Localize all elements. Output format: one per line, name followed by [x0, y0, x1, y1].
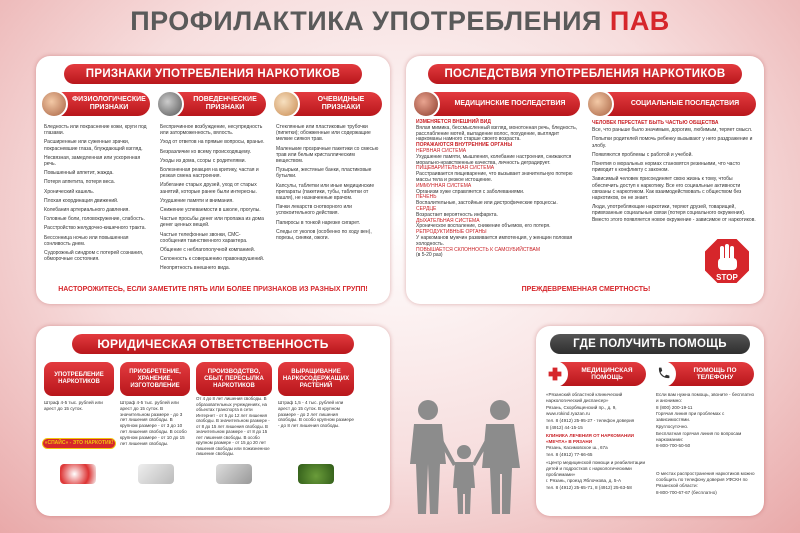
- organ-label: ПИЩЕВАРИТЕЛЬНАЯ СИСТЕМА: [416, 165, 495, 172]
- obvious-list: [276, 124, 382, 244]
- pills-photo-icon: [60, 464, 96, 484]
- list-item: Попытки родителей помочь ребенку вызывают у него раздражение и злобу.: [592, 136, 753, 149]
- medical-cross-icon: [542, 361, 568, 387]
- list-item: 8-800-700-50-50: [656, 443, 691, 449]
- list-item: Все, что раньше было значимым, дорогим, любимым, теряет смысл.: [592, 127, 753, 134]
- sad-person-photo-icon: [586, 90, 614, 118]
- list-item: Плохая координация движений.: [44, 197, 119, 204]
- list-item: 8 (800) 200-19-11: [656, 404, 693, 410]
- list-item: Хронический кашель.: [44, 188, 95, 195]
- phone-help-header: [654, 362, 754, 386]
- signs-panel: [36, 56, 390, 304]
- list-item: 8 (4912) 44-15-15: [546, 424, 583, 430]
- medical-help-text: [546, 392, 650, 494]
- list-item: Понятия о моральных нормах становятся резиньими, что часто приводит к конфликту с законом.: [592, 161, 740, 174]
- list-item: Появляются проблемы с работой и учебой.: [592, 151, 693, 158]
- legal-text-possession: Штраф 4-5 тыс. рублей или арест до 15 суток. В значительном размере - до 3 лет лишения свободы. В крупном размере - от 3 до 10 лет лишения свободы. В особо крупном размере - от 10 до 15 лет лишения свободы.: [120, 400, 187, 446]
- medical-consequences-text: [416, 120, 586, 259]
- social-consequences-header: [590, 92, 756, 116]
- legal-title: ЮРИДИЧЕСКАЯ ОТВЕТСТВЕННОСТЬ: [72, 334, 354, 354]
- list-item: тел. 8 (4912) 77-66-65: [546, 452, 593, 458]
- list-item: Ухудшение памяти и внимания.: [160, 197, 234, 204]
- list-item: тел. 8 (4912) 25-95-27 - телефон доверия: [546, 418, 635, 424]
- stop-hand-icon: [702, 236, 752, 286]
- list-item: Колебания артериального давления.: [44, 207, 130, 214]
- phone-icon: [650, 361, 676, 387]
- list-item: Снижение успеваемости в школе, прогулы.: [160, 207, 261, 214]
- list-item: Безразличие ко всему происходящему.: [160, 148, 251, 155]
- consequences-panel: [406, 56, 764, 304]
- organ-label: ДЫХАТЕЛЬНАЯ СИСТЕМА: [416, 217, 480, 224]
- list-item: Бесплатная горячая линия по вопросам наркомании:: [656, 430, 742, 442]
- behavioral-list: [160, 124, 266, 275]
- legal-head-use: [44, 362, 114, 396]
- family-silhouette-icon: [400, 398, 530, 518]
- legal-label: УПОТРЕБЛЕНИЕ НАРКОТИКОВ: [54, 372, 104, 385]
- list-item: Неопрятность внешнего вида.: [160, 265, 231, 272]
- list-item: Папиросы в тонкой нарезке сигарет.: [276, 219, 360, 226]
- help-title: ГДЕ ПОЛУЧИТЬ ПОМОЩЬ: [550, 334, 750, 354]
- list-item: Бессонница ночью или повышенная сонливость днем.: [44, 234, 129, 247]
- obvious-label: ОЧЕВИДНЫЕ ПРИЗНАКИ: [317, 96, 365, 111]
- consequences-footer: ПРЕЖДЕВРЕМЕННАЯ СМЕРТНОСТЬ!: [521, 286, 651, 293]
- list-item: Несвязная, замедленная или ускоренная речь.: [44, 154, 141, 168]
- plants-photo-icon: [298, 464, 334, 484]
- list-item: Зависимый человек присоединяет свою жизнь к тому, чтобы обеспечить доступ к наркотику. Все его социальные активности связаны с наркотиком. Как взаимодействовать с обществом без наркотиков, он не знает.: [592, 176, 742, 202]
- list-item: О местах распространения наркотиков можно сообщить по телефону доверия УФСКН по Рязанской области:: [656, 471, 755, 488]
- legal-head-growing: [278, 362, 354, 396]
- behavioral-label: ПОВЕДЕНЧЕСКИЕ ПРИЗНАКИ: [193, 96, 257, 111]
- medical-consequences-header: [416, 92, 580, 116]
- organ-label: СЕРДЦЕ: [416, 205, 437, 212]
- social-consequences-label: СОЦИАЛЬНЫЕ ПОСЛЕДСТВИЯ: [630, 100, 740, 107]
- legal-head-production: [196, 362, 272, 396]
- organ-label: ПОВЫШАЕТСЯ СКЛОННОСТЬ К САМОУБИЙСТВАМ: [416, 246, 541, 253]
- title-main: ПРОФИЛАКТИКА УПОТРЕБЛЕНИЯ: [130, 6, 602, 36]
- list-item: «Центр медицинской помощи и реабилитации детей и подростков с наркологическими проблемами»: [546, 459, 646, 477]
- list-item: Следы от уколов (особенно по ходу вен), порезы, синяки, ожоги.: [276, 228, 372, 242]
- list-item: Уходы из дома, ссоры с родителями.: [160, 157, 246, 164]
- list-item: тел. 8 (4912) 25-65-71, 8 (4912) 25-63-58: [546, 485, 632, 491]
- signs-warning: НАСТОРОЖИТЕСЬ, ЕСЛИ ЗАМЕТИТЕ ПЯТЬ ИЛИ БОЛЕЕ ПРИЗНАКОВ ИЗ РАЗНЫХ ГРУПП!: [58, 286, 368, 293]
- legal-label: ПРОИЗВОДСТВО, СБЫТ, ПЕРЕСЫЛКА НАРКОТИКОВ: [204, 368, 264, 389]
- list-item: Частые телефонные звонки, СМС-сообщения таинственного характера.: [160, 231, 248, 244]
- organ-text: Возрастает вероятность инфаркта.: [416, 211, 498, 218]
- list-item: Горячая линия при проблемах с зависимостями.: [656, 411, 725, 423]
- legal-label: ВЫРАЩИВАНИЕ НАРКОСОДЕРЖАЩИХ РАСТЕНИЙ: [282, 368, 350, 389]
- list-item: Уход от ответов на прямые вопросы, вранье.: [160, 139, 265, 146]
- list-item: Люди, употребляющие наркотики, теряют друзей, товарищей, привязанные социальные связи (потеря социального окружения). Вместо этого появляется новое окружение - зависимое от наркотиков.: [592, 204, 756, 223]
- list-item: Стеклянные или пластиковые трубочки (пипетки); обожженные или содержащие мелкие сиякоя трав.: [276, 124, 371, 143]
- list-item: Пузырьки, жестяные банки, пластиковые бутылки.: [276, 167, 372, 180]
- list-item: Бледность или покраснение кожи, круги под глазами.: [44, 124, 147, 137]
- list-item: Маленькие прозрачные пакетики со смесью трав или белым кристаллическим веществом.: [276, 145, 379, 165]
- behavioral-photo-icon: [156, 90, 184, 118]
- legal-text-production: От 4 до 8 лет лишения свободы. В образовательных учреждениях, на объектах транспорта в сети Интернет - от 5 до 12 лет лишения свободы. В значительном размере - от 8 до 15 лет лишения свободы. В значительном размере - от 8 до 15 лет лишения свободы. В особо крупном размере - от 15 до 20 лет лишения свободы или пожизненное лишение свободы.: [196, 396, 270, 456]
- phone-help-label: ПОМОЩЬ ПО ТЕЛЕФОНУ: [693, 366, 737, 381]
- physiological-header: [44, 92, 150, 116]
- list-item: Общение с неблагополучной компанией.: [160, 247, 256, 254]
- organ-text: Организм хуже справляется с заболеваниями.: [416, 188, 525, 195]
- organ-label: ИММУННАЯ СИСТЕМА: [416, 182, 472, 189]
- physiological-photo-icon: [40, 90, 68, 118]
- list-item: КЛИНИКА ЛЕЧЕНИЯ ОТ НАРКОМАНИИ «МЕЧТА» В РЯЗАНИ: [546, 432, 634, 444]
- medical-help-header: [546, 362, 646, 386]
- organ-label: РЕПРОДУКТИВНЫЕ ОРГАНЫ: [416, 229, 487, 236]
- medical-consequences-label: МЕДИЦИНСКИЕ ПОСЛЕДСТВИЯ: [454, 100, 566, 107]
- obvious-header: [276, 92, 382, 116]
- legal-panel: [36, 326, 390, 516]
- social-consequences-text: [592, 120, 756, 226]
- organ-text: Воспалительные, застойные или дистрофические процессы.: [416, 200, 558, 207]
- physiological-label: ФИЗИОЛОГИЧЕСКИЕ ПРИЗНАКИ: [72, 96, 146, 111]
- text-appearance: Вялая мимика, бессмысленный взгляд, монотонная речь, бледность, расслабление мотей, выпадение волос, похудение, выглядит наркоманы намного старше своего возраста.: [416, 124, 578, 143]
- phone-help-text: [656, 392, 756, 498]
- list-item: www.rokind.ryazan.ru: [546, 411, 590, 417]
- organ-text: Хроническое воспаление, снижение объемов, его потеря.: [416, 223, 551, 230]
- list-item: 8-800-700-67-67 (бесплатно): [656, 489, 717, 495]
- spice-badge: «СПАЙС» - ЭТО НАРКОТИК!: [42, 438, 116, 449]
- list-item: Головные боли, головокружение, слабость.: [44, 216, 145, 223]
- list-item: Рязань, Касимовское ш., 67а: [546, 445, 608, 451]
- page-title: [0, 6, 800, 37]
- list-item: Рязань, Скорбященский пр., д. 9,: [546, 404, 617, 410]
- help-panel: [536, 326, 764, 516]
- organ-text: Расстраивается пищеварение, что вызывает значительную потерю массы тела и резкое истощение.: [416, 171, 573, 183]
- organ-label: НЕРВНАЯ СИСТЕМА: [416, 147, 467, 154]
- list-item: Пачки лекарств снотворного или успокоительного действия.: [276, 204, 352, 217]
- consequences-title: ПОСЛЕДСТВИЯ УПОТРЕБЛЕНИЯ НАРКОТИКОВ: [428, 64, 742, 84]
- title-accent: ПАВ: [609, 6, 670, 36]
- legal-text-growing: Штраф 1,5 - 4 тыс. рублей или арест до 15 суток. В крупном размере - до 2 лет лишения свободы. В особо крупном размере - до 8 лет лишения свободы.: [278, 400, 354, 429]
- powder-photo-icon: [138, 464, 174, 484]
- signs-title: ПРИЗНАКИ УПОТРЕБЛЕНИЯ НАРКОТИКОВ: [64, 64, 362, 84]
- list-item: Если вам нужна помощь, звоните - бесплатно и анонимно:: [656, 392, 755, 403]
- organ-text: Ухудшение памяти, мышления, колебание настроения, снижаются морально-нравственные качества, личность деградирует.: [416, 153, 572, 166]
- list-item: «Рязанский областной клинический наркологический диспансер»: [546, 392, 623, 403]
- list-item: Расстройство желудочно-кишечного тракта.: [44, 225, 146, 232]
- obvious-photo-icon: [272, 90, 300, 118]
- list-item: Частые просьбы денег или пропажа из дома денег ценных вещей.: [160, 216, 264, 229]
- list-item: г. Рязань, проезд Яблочкова, д. 5-А: [546, 478, 622, 484]
- list-item: Беспричинное возбуждение, несупредность или заторможенность, вялость.: [160, 124, 263, 137]
- list-item: Потеря аппетита, потеря веса.: [44, 179, 116, 186]
- stop-text: STOP: [716, 273, 738, 282]
- medical-help-label: МЕДИЦИНСКАЯ ПОМОЩЬ: [581, 366, 633, 381]
- social-heading: ЧЕЛОВЕК ПЕРЕСТАЕТ БЫТЬ ЧАСТЬЮ ОБЩЕСТВА: [592, 120, 719, 126]
- behavioral-header: [160, 92, 266, 116]
- legal-text-use: Штраф 4-5 тыс. рублей или арест до 15 суток.: [44, 400, 103, 411]
- list-item: Избегание старых друзей, уход от старых занятий, которые ранее были интересны.: [160, 182, 257, 195]
- list-item: Расширенные или суженные зрачки, покрасневшие глаза, блуждающий взгляд.: [44, 139, 143, 152]
- heading-appearance: ИЗМЕНЯЕТСЯ ВНЕШНИЙ ВИД: [416, 119, 491, 125]
- list-item: Болезненная реакция на критику, частая и резкая смена настроения.: [160, 167, 259, 180]
- organ-text: (в 5-20 раз): [416, 252, 443, 259]
- legal-label: ПРИОБРЕТЕНИЕ, ХРАНЕНИЕ, ИЗГОТОВЛЕНИЕ: [129, 368, 181, 389]
- organ-text: У наркоманов мужчин развивается импотенция, у женщин половая холодность.: [416, 234, 573, 247]
- brain-photo-icon: [412, 90, 440, 118]
- list-item: Судорожный синдром с потерей сознания, обморочные состояния.: [44, 250, 144, 263]
- heading-organs: ПОРАЖАЮТСЯ ВНУТРЕННИЕ ОРГАНЫ: [416, 142, 513, 149]
- syringe-photo-icon: [216, 464, 252, 484]
- list-item: Капсулы, таблетки или иные медицинские препараты (пакетики, тубы, таблетки от кашля), не назначенные врачом.: [276, 182, 375, 202]
- organ-label: ПЕЧЕНЬ: [416, 194, 437, 201]
- list-item: Повышенный аппетит, жажда.: [44, 170, 114, 177]
- physiological-list: [44, 124, 150, 265]
- list-item: Круглосуточно.: [656, 423, 689, 429]
- legal-head-possession: [120, 362, 190, 396]
- list-item: Склонность к совершению правонарушений.: [160, 256, 265, 263]
